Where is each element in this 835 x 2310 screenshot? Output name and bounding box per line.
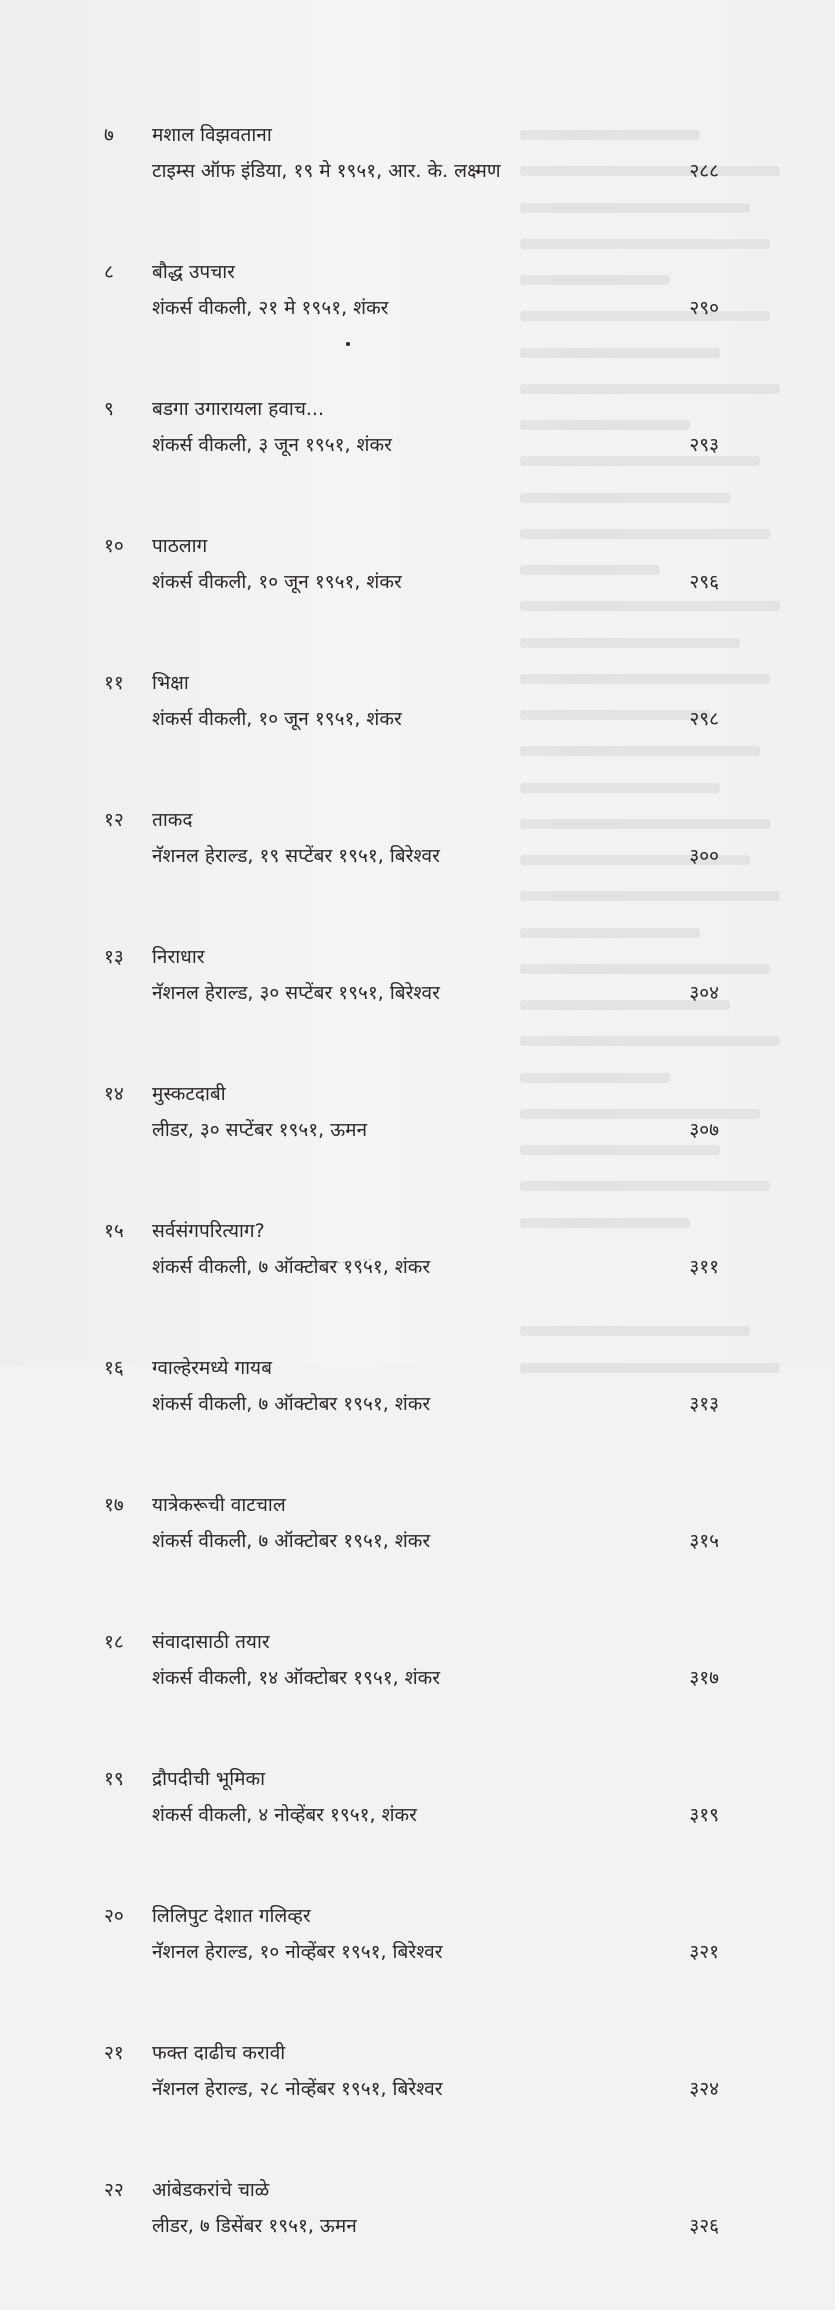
entry-title: फक्त दाढीच करावी [152,2042,286,2064]
entry-number: २२ [104,2179,124,2201]
toc-entry [0,529,835,666]
entry-page: २९० [689,297,719,319]
entry-title: मुस्कटदाबी [152,1083,226,1105]
table-of-contents [0,118,835,2310]
entry-number: १९ [104,1768,124,1790]
entry-page: ३२१ [689,1941,719,1963]
entry-title: द्रौपदीची भूमिका [152,1768,265,1790]
entry-page: ३१७ [689,1667,719,1689]
entry-page: ३१५ [689,1530,719,1552]
entry-title: संवादासाठी तयार [152,1631,270,1653]
toc-entry [0,2173,835,2310]
entry-number: १८ [104,1631,124,1653]
entry-number: ७ [104,124,114,146]
entry-page: २९६ [689,571,719,593]
entry-title: यात्रेकरूची वाटचाल [152,1494,286,1516]
entry-number: १२ [104,809,124,831]
entry-page: ३१३ [689,1393,719,1415]
entry-number: १६ [104,1357,124,1379]
toc-entry [0,1762,835,1899]
entry-page: २९८ [689,708,719,730]
entry-number: १३ [104,946,124,968]
entry-source: नॅशनल हेराल्ड, ३० सप्टेंबर १९५१, बिरेश्वर [152,982,440,1004]
toc-entry [0,1899,835,2036]
entry-title: निराधार [152,946,205,968]
entry-title: ग्वाल्हेरमध्ये गायब [152,1357,272,1379]
entry-page: ३०७ [689,1119,719,1141]
toc-entry [0,1488,835,1625]
entry-source: शंकर्स वीकली, १० जून १९५१, शंकर [152,571,402,593]
entry-title: बौद्ध उपचार [152,261,235,283]
toc-entry [0,1351,835,1488]
entry-number: १५ [104,1220,124,1242]
entry-page: ३१९ [689,1804,719,1826]
toc-entry [0,803,835,940]
entry-number: २० [104,1905,124,1927]
entry-page: ३०० [689,845,719,867]
entry-source: नॅशनल हेराल्ड, १९ सप्टेंबर १९५१, बिरेश्वर [152,845,440,867]
entry-page: ३२४ [689,2078,719,2100]
entry-source: शंकर्स वीकली, १० जून १९५१, शंकर [152,708,402,730]
entry-source: लीडर, ७ डिसेंबर १९५१, ऊमन [152,2215,357,2237]
entry-number: १७ [104,1494,124,1516]
entry-page: २८८ [689,160,719,182]
entry-source: शंकर्स वीकली, ७ ऑक्टोबर १९५१, शंकर [152,1530,431,1552]
entry-number: १४ [104,1083,124,1105]
toc-entry [0,255,835,392]
entry-source: शंकर्स वीकली, ७ ऑक्टोबर १९५१, शंकर [152,1393,431,1415]
entry-title: लिलिपुट देशात गलिव्हर [152,1905,311,1927]
entry-title: पाठलाग [152,535,208,557]
entry-number: ११ [104,672,124,694]
toc-entry [0,2036,835,2173]
entry-page: २९३ [689,434,719,456]
entry-page: ३११ [689,1256,719,1278]
entry-title: ताकद [152,809,193,831]
entry-source: शंकर्स वीकली, १४ ऑक्टोबर १९५१, शंकर [152,1667,440,1689]
entry-source: टाइम्स ऑफ इंडिया, १९ मे १९५१, आर. के. लक्ष्मण [152,160,501,182]
entry-number: १० [104,535,124,557]
entry-title: भिक्षा [152,672,189,694]
entry-number: २१ [104,2042,124,2064]
entry-number: ९ [104,398,114,420]
entry-source: नॅशनल हेराल्ड, २८ नोव्हेंबर १९५१, बिरेश्वर [152,2078,443,2100]
toc-entry [0,940,835,1077]
entry-number: ८ [104,261,114,283]
toc-entry [0,1214,835,1351]
toc-entry [0,666,835,803]
toc-entry [0,118,835,255]
entry-title: बडगा उगारायला हवाच... [152,398,325,420]
entry-title: आंबेडकरांचे चाळे [152,2179,270,2201]
entry-source: शंकर्स वीकली, २१ मे १९५१, शंकर [152,297,389,319]
entry-page: ३०४ [689,982,719,1004]
toc-entry [0,1625,835,1762]
entry-page: ३२६ [689,2215,719,2237]
entry-title: मशाल विझवताना [152,124,272,146]
toc-entry [0,1077,835,1214]
toc-entry [0,392,835,529]
entry-title: सर्वसंगपरित्याग? [152,1220,265,1242]
entry-source: शंकर्स वीकली, ३ जून १९५१, शंकर [152,434,392,456]
entry-source: नॅशनल हेराल्ड, १० नोव्हेंबर १९५१, बिरेश्वर [152,1941,443,1963]
entry-source: शंकर्स वीकली, ७ ऑक्टोबर १९५१, शंकर [152,1256,431,1278]
entry-source: शंकर्स वीकली, ४ नोव्हेंबर १९५१, शंकर [152,1804,417,1826]
entry-source: लीडर, ३० सप्टेंबर १९५१, ऊमन [152,1119,368,1141]
